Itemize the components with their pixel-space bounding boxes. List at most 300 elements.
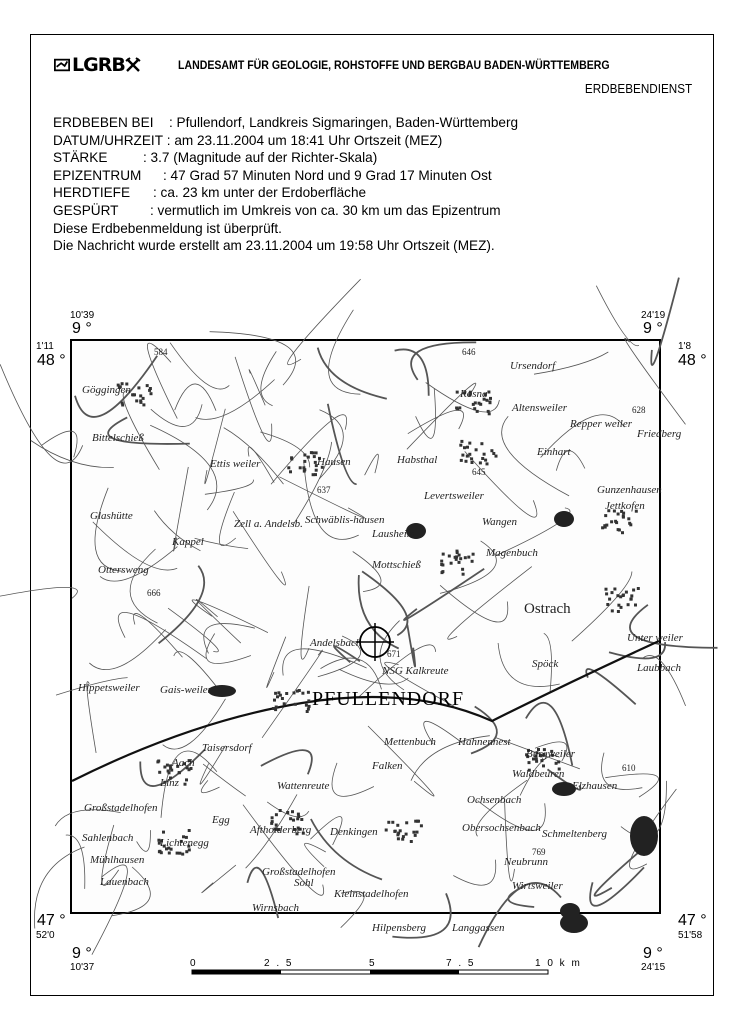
map-place-label: Magenbuch: [486, 547, 538, 559]
map-road: [196, 599, 241, 643]
map-road: [395, 349, 429, 395]
map-place-label: Einhart: [537, 446, 571, 458]
map-road: [261, 750, 312, 774]
map-road: [318, 348, 387, 399]
map-place-label: Lichtenegg: [160, 837, 209, 849]
map-building: [473, 407, 476, 410]
map-place-label: Andelsbach: [310, 637, 362, 649]
map-place-label: Repper weiler: [570, 418, 633, 430]
map-building: [307, 691, 310, 694]
map-place-label: Göggingen: [82, 384, 131, 396]
map-building: [132, 393, 135, 396]
map-building: [466, 446, 469, 449]
map-road: [95, 488, 123, 572]
hammer-pick-icon: [126, 58, 140, 72]
map-building: [150, 392, 153, 395]
map-place-label: Mettenbuch: [384, 736, 436, 748]
map-road: [249, 370, 265, 406]
map-water-area: [554, 511, 574, 527]
map-place-label: Elzhausen: [572, 780, 618, 792]
map-building: [605, 588, 608, 591]
logo-text: LGRB: [72, 54, 125, 76]
map-place-label: Obersochsenbach: [462, 822, 541, 834]
map-building: [178, 771, 181, 774]
map-road: [365, 454, 379, 475]
map-place-label: Zell a. Andelsb.: [234, 518, 303, 530]
map-building: [604, 514, 607, 517]
map-building: [292, 819, 295, 822]
map-place-label: NSG Kalkreute: [382, 665, 449, 677]
map-road: [505, 799, 515, 881]
coord-bottom-right-minutes: 24'15: [641, 962, 666, 973]
map-road: [224, 428, 284, 485]
map-building: [313, 455, 316, 458]
map-building: [142, 403, 145, 406]
map-building: [297, 815, 300, 818]
map-place-label: Hausen: [317, 456, 351, 468]
logo-mark-icon: [54, 57, 70, 73]
map-road: [261, 351, 276, 405]
map-building: [271, 816, 274, 819]
map-place-label: Sahlenbach: [82, 832, 134, 844]
map-building: [315, 469, 318, 472]
map-place-label: Linz: [160, 777, 179, 789]
map-building: [142, 397, 145, 400]
map-road: [205, 480, 254, 495]
map-road: [150, 425, 217, 510]
map-place-label: Aftholderberg: [250, 824, 312, 836]
coord-bottom-left-minutes: 10'37: [70, 962, 95, 973]
service-name: ERDBEBENDIENST: [584, 81, 692, 96]
map-building: [296, 690, 299, 693]
depth-value: : ca. 23 km unter der Erdoberfläche: [153, 185, 367, 201]
map-road: [206, 634, 251, 664]
map-road: [130, 549, 157, 623]
map-building: [474, 401, 477, 404]
epicenter-value: : 47 Grad 57 Minuten Nord und 9 Grad 17 Minuten Ost: [163, 167, 492, 183]
map-building: [460, 459, 463, 462]
scale-label: 7 . 5: [446, 958, 476, 969]
scale-label: 5: [369, 958, 377, 969]
map-elevation-label: 646: [462, 347, 476, 357]
map-building: [492, 452, 495, 455]
report-datetime-row: [53, 132, 518, 150]
map-building: [275, 706, 278, 709]
map-building: [620, 606, 623, 609]
map-building: [167, 770, 170, 773]
map-building: [456, 391, 459, 394]
map-building: [385, 829, 388, 832]
coord-right-top-minutes: 1'8: [678, 341, 692, 352]
map-place-label: Rosna: [460, 388, 488, 400]
map-road: [260, 432, 309, 467]
map-road: [586, 669, 635, 704]
map-building: [460, 440, 463, 443]
epicenter-label: EPIZENTRUM: [53, 167, 142, 183]
map-building: [401, 838, 404, 841]
felt-value: : vermutlich im Umkreis von ca. 30 km um das Epizentrum: [150, 202, 501, 218]
map-building: [273, 699, 276, 702]
map-building: [459, 557, 462, 560]
map-building: [308, 705, 311, 708]
map-building: [611, 591, 614, 594]
map-building: [289, 817, 292, 820]
map-building: [307, 456, 310, 459]
map-building: [454, 556, 457, 559]
map-road: [151, 404, 202, 426]
map-building: [170, 769, 173, 772]
map-place-label: Kappel: [172, 536, 204, 548]
map-building: [479, 461, 482, 464]
map-road: [404, 569, 484, 620]
scale-label: 0: [190, 958, 198, 969]
magnitude-label: STÄRKE: [53, 150, 108, 166]
map-building: [484, 459, 487, 462]
map-place-label: Falken: [372, 760, 403, 772]
map-building: [391, 821, 394, 824]
map-building: [461, 454, 464, 457]
map-building: [416, 820, 419, 823]
map-building: [487, 410, 490, 413]
map-road: [201, 780, 219, 792]
coord-right-bottom-degree: 47 °: [678, 912, 707, 929]
map-place-label: Wirtsweiler: [512, 880, 563, 892]
map-building: [279, 694, 282, 697]
map-place-label: Ettis weiler: [210, 458, 261, 470]
map-building: [137, 386, 140, 389]
map-building: [394, 830, 397, 833]
map-building: [489, 401, 492, 404]
map-building: [188, 829, 191, 832]
map-place-label: Ottersweng: [98, 564, 149, 576]
map-building: [279, 809, 282, 812]
map-building: [281, 697, 284, 700]
coord-left-bottom-degree: 47 °: [37, 912, 66, 929]
map-building: [483, 453, 486, 456]
map-elevation-label: 645: [472, 467, 486, 477]
felt-label: GESPÜRT: [53, 202, 119, 218]
map-building: [166, 764, 169, 767]
depth-label: HERDTIEFE: [53, 185, 131, 201]
map-building: [617, 610, 620, 613]
datetime-value: : am 23.11.2004 um 18:41 Uhr Ortszeit (MEZ): [166, 132, 443, 148]
map-building: [490, 449, 493, 452]
map-building: [621, 531, 624, 534]
map-canvas: [72, 341, 683, 934]
earthquake-report: [53, 114, 518, 255]
map-place-label: Großstadelhofen: [262, 866, 336, 878]
map-place-label: Ochsenbach: [467, 794, 522, 806]
map-building: [396, 824, 399, 827]
map-water-area: [208, 685, 236, 697]
map-building: [617, 513, 620, 516]
map-building: [156, 760, 159, 763]
map-building: [168, 852, 171, 855]
map-elevation-label: 637: [317, 485, 331, 495]
report-created-note: Die Nachricht wurde erstellt am 23.11.2004 um 19:58 Uhr Ortszeit (MEZ).: [53, 238, 495, 254]
map-building: [294, 703, 297, 706]
map-building: [465, 460, 468, 463]
map-place-label: Mühlhausen: [90, 854, 145, 866]
map-building: [450, 562, 453, 565]
map-place-label: Habsthal: [397, 454, 438, 466]
map-place-label: Unter weiler: [627, 632, 683, 644]
report-verified-note: Diese Erdbebenmeldung ist überprüft.: [53, 220, 282, 236]
map-road: [332, 763, 374, 796]
map-place-label: Wattenreute: [277, 780, 330, 792]
map-building: [464, 556, 467, 559]
map-building: [185, 778, 188, 781]
map-place-label: PFULLENDORF: [312, 688, 465, 710]
map-building: [307, 708, 310, 711]
map-place-label: Gunzenhausen: [597, 484, 662, 496]
coord-left-bottom-minutes: 52'0: [36, 930, 55, 941]
map-building: [605, 592, 608, 595]
location-label: ERDBEBEN BEI: [53, 115, 154, 130]
map-building: [442, 553, 445, 556]
map-building: [634, 604, 637, 607]
map-road: [362, 571, 407, 635]
map-building: [627, 603, 630, 606]
map-place-label: Hilpensberg: [372, 922, 426, 934]
map-building: [272, 707, 275, 710]
map-building: [456, 550, 459, 553]
coord-right-bottom-minutes: 51'58: [678, 930, 703, 941]
map-building: [160, 851, 163, 854]
map-road: [89, 630, 165, 670]
map-place-label: Hahnennest: [458, 736, 511, 748]
map-place-label: Ostrach: [524, 601, 571, 617]
map-place-label: Hippetsweiler: [78, 682, 140, 694]
map-building: [625, 591, 628, 594]
report-magnitude-row: [53, 149, 518, 167]
map-building: [630, 598, 633, 601]
map-elevation-label: 610: [622, 763, 636, 773]
scale-label: 1 0 k m: [535, 958, 582, 969]
map-place-label: Neubrunn: [504, 856, 548, 868]
map-road: [175, 384, 216, 411]
datetime-label: DATUM/UHRZEIT: [53, 132, 163, 148]
coord-right-top-degree: 48 °: [678, 352, 707, 369]
map-building: [471, 560, 474, 563]
map-building: [303, 454, 306, 457]
map-road: [353, 552, 381, 592]
map-place-label: Sohl: [294, 877, 314, 889]
map-building: [184, 783, 187, 786]
map-building: [622, 512, 625, 515]
map-building: [414, 834, 417, 837]
coord-top-left-degree: 9 °: [72, 320, 92, 337]
map-building: [555, 762, 558, 765]
map-building: [301, 692, 304, 695]
map-building: [399, 829, 402, 832]
map-place-label: Langgassen: [452, 922, 505, 934]
map-building: [290, 458, 293, 461]
map-building: [287, 466, 290, 469]
map-elevation-label: 666: [147, 588, 161, 598]
map-building: [617, 528, 620, 531]
map-building: [146, 384, 149, 387]
report-felt-row: [53, 202, 518, 220]
map-building: [420, 824, 423, 827]
coord-top-right-degree: 9 °: [643, 320, 663, 337]
map-road: [416, 388, 436, 438]
map-place-label: Lauenbach: [100, 876, 149, 888]
report-location-row: [53, 114, 518, 132]
map-road: [133, 613, 182, 657]
map-building: [461, 568, 464, 571]
map-place-label: Kleinstadelhofen: [334, 888, 409, 900]
map-place-label: Mottschieß: [372, 559, 421, 571]
map-building: [542, 764, 545, 767]
coord-left-top-minutes: 1'11: [36, 341, 54, 352]
map-building: [459, 444, 462, 447]
map-building: [276, 695, 279, 698]
map-building: [274, 692, 277, 695]
map-place-label: Wangen: [482, 516, 518, 528]
map-place-label: Altensweiler: [512, 402, 567, 414]
map-road: [159, 566, 205, 644]
map-road: [170, 343, 229, 389]
map-place-label: Wirnsbach: [252, 902, 300, 914]
map-building: [486, 462, 489, 465]
map-road: [205, 409, 225, 484]
map-place-label: Waldbeuren: [512, 768, 565, 780]
map-building: [302, 466, 305, 469]
map-building: [176, 852, 179, 855]
map-building: [471, 461, 474, 464]
map-building: [606, 603, 609, 606]
map-place-label: Lausheim: [372, 528, 415, 540]
map-road: [137, 830, 151, 851]
map-building: [630, 594, 633, 597]
map-building: [462, 573, 465, 576]
map-place-label: Schwäblis-hausen: [305, 514, 385, 526]
map-building: [303, 460, 306, 463]
map-building: [627, 517, 630, 520]
map-road: [407, 625, 415, 667]
map-building: [458, 561, 461, 564]
map-building: [307, 699, 310, 702]
map-building: [622, 515, 625, 518]
coord-bottom-left-degree: 9 °: [72, 945, 92, 962]
map-building: [441, 564, 444, 567]
map-place-label: Levertsweiler: [424, 490, 484, 502]
map-road: [590, 867, 644, 905]
magnitude-value: : 3.7 (Magnitude auf der Richter-Skala): [143, 150, 378, 166]
map-road: [448, 567, 532, 640]
map-building: [610, 520, 613, 523]
map-building: [314, 473, 317, 476]
map-place-label: Glashütte: [90, 510, 133, 522]
map-building: [467, 556, 470, 559]
map-place-label: Spöck: [532, 658, 559, 670]
map-building: [476, 410, 479, 413]
map-road: [279, 477, 364, 518]
map-place-label: Burgweiler: [526, 748, 576, 760]
map-building: [148, 389, 151, 392]
map-building: [158, 771, 161, 774]
map-place-label: Friedberg: [637, 428, 682, 440]
map-road: [453, 860, 495, 886]
map-building: [299, 466, 302, 469]
map-elevation-label: 769: [532, 847, 546, 857]
topographic-map: [70, 339, 683, 934]
map-building: [604, 526, 607, 529]
map-place-label: Gais-weiler: [160, 684, 212, 696]
map-place-label: Schmeltenberg: [542, 828, 607, 840]
map-road: [572, 572, 632, 642]
map-building: [275, 813, 278, 816]
map-building: [315, 451, 318, 454]
map-building: [181, 853, 184, 856]
map-building: [402, 835, 405, 838]
map-building: [615, 521, 618, 524]
report-depth-row: [53, 184, 518, 202]
map-building: [291, 810, 294, 813]
coord-bottom-right-degree: 9 °: [643, 945, 663, 962]
map-building: [387, 821, 390, 824]
map-building: [628, 522, 631, 525]
map-building: [416, 831, 419, 834]
map-building: [440, 560, 443, 563]
map-building: [397, 837, 400, 840]
scale-label: 2 . 5: [264, 958, 294, 969]
map-place-label: Taisersdorf: [202, 742, 252, 754]
map-building: [162, 831, 165, 834]
map-building: [305, 704, 308, 707]
map-water-area: [630, 816, 658, 856]
map-road: [112, 867, 150, 916]
map-place-label: Großstadelhofen: [84, 802, 158, 814]
map-building: [178, 852, 181, 855]
map-building: [495, 455, 498, 458]
map-building: [410, 840, 413, 843]
map-road: [301, 586, 309, 659]
map-place-label: Jettkofen: [605, 500, 645, 512]
map-building: [480, 442, 483, 445]
map-building: [405, 821, 408, 824]
map-building: [286, 811, 289, 814]
map-elevation-label: 671: [387, 649, 401, 659]
map-road: [305, 843, 326, 866]
map-building: [528, 761, 531, 764]
map-building: [481, 457, 484, 460]
location-value: : Pfullendorf, Landkreis Sigmaringen, Baden-Württemberg: [169, 115, 519, 130]
map-water-area: [560, 903, 580, 919]
map-road: [93, 522, 177, 570]
map-road: [271, 415, 347, 485]
map-building: [557, 760, 560, 763]
map-building: [468, 442, 471, 445]
map-building: [613, 588, 616, 591]
map-building: [405, 833, 408, 836]
map-road: [202, 865, 236, 893]
map-building: [289, 470, 292, 473]
map-place-label: Aach: [172, 757, 195, 769]
map-building: [121, 404, 124, 407]
report-epicenter-row: [53, 167, 518, 185]
map-elevation-label: 628: [632, 405, 646, 415]
map-elevation-label: 584: [154, 347, 168, 357]
map-building: [475, 448, 478, 451]
map-place-label: Laubbach: [637, 662, 681, 674]
map-building: [637, 587, 640, 590]
coord-top-right-minutes: 24'19: [641, 310, 666, 321]
map-road: [267, 637, 286, 688]
map-building: [293, 691, 296, 694]
map-building: [448, 555, 451, 558]
